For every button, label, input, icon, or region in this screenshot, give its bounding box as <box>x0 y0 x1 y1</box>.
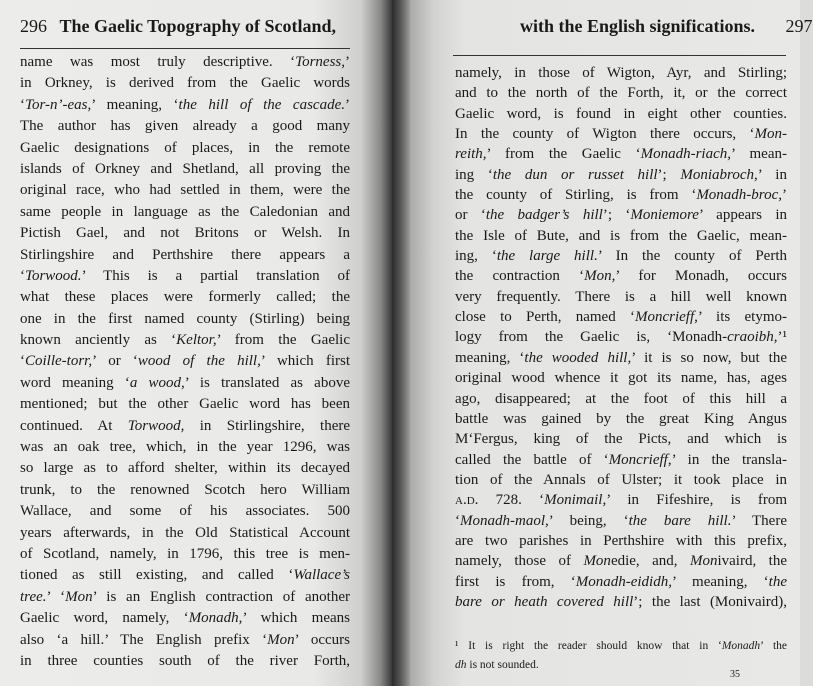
text-line: ‘Coille-torr,’ or ‘wood of the hill,’ which first <box>20 353 351 370</box>
text-line: ‘Torwood.’ This is a partial translation of <box>20 267 350 284</box>
text-line: islands of Orkney and Shetland, all proving the <box>20 160 350 177</box>
text-line: and to the north of the Forth, it, or the correct <box>455 85 787 102</box>
footnote-line: ¹ It is right the reader should know that in ‘Monadh’ the <box>455 640 787 652</box>
text-line: ago, disappeared; at the foot of this hill a <box>455 390 787 407</box>
text-line: name was most truly descriptive. ‘Torness,’ <box>20 54 350 70</box>
signature-mark: 35 <box>730 669 740 680</box>
left-page <box>0 0 392 686</box>
text-line: reith,’ from the Gaelic ‘Monadh-riach,’ mean- <box>455 146 787 163</box>
text-line: a.d. 728. ‘Monimail,’ in Fifeshire, is from <box>455 492 787 509</box>
text-line: ‘Tor-n’-eas,’ meaning, ‘the hill of the cascade.’ <box>20 96 350 113</box>
right-page <box>410 0 813 686</box>
text-line: first is from, ‘Monadh-eididh,’ meaning, ‘the <box>455 573 787 590</box>
text-line: tree.’ ‘Mon’ is an English contraction of another <box>20 588 350 605</box>
left-running-head <box>20 16 336 37</box>
text-line: are two parishes in Perthshire with this prefix, <box>455 532 787 549</box>
text-line: or ‘the badger’s hill’; ‘Moniemore’ appears in <box>455 207 787 224</box>
text-line: so large as to afford shelter, within its decayed <box>20 460 350 477</box>
text-line: known anciently as ‘Keltor,’ from the Gaelic <box>20 332 350 349</box>
text-line: Pictish Gael, and not Britons or Welsh. In <box>20 225 350 242</box>
text-line: bare or heath covered hill’; the last (Monivaird), <box>455 593 788 610</box>
text-line: the county of Stirling, is from ‘Monadh-broc,’ <box>455 187 787 204</box>
text-line: also ‘a hill.’ The English prefix ‘Mon’ occurs <box>20 631 351 648</box>
text-line: trunk, to the renowned Scotch hero William <box>20 481 350 498</box>
text-line: Gaelic designations of places, in the remote <box>20 139 350 156</box>
text-line: what these places were formerly called; the <box>20 289 350 306</box>
text-line: ing, ‘the large hill.’ In the county of Perth <box>455 248 787 265</box>
text-line: the contraction ‘Mon,’ for Monadh, occurs <box>455 268 788 285</box>
text-line: same people in language as the Caledonian and <box>20 203 350 220</box>
text-line: of Scotland, namely, in 1796, this tree is men- <box>20 545 350 562</box>
text-line: very frequently. There is a hill well known <box>455 288 787 305</box>
text-line: battle was gained by the great King Angus <box>455 410 787 427</box>
text-line: original race, who had settled in them, were the <box>20 182 350 199</box>
text-line: in Orkney, is derived from the Gaelic words <box>20 75 350 92</box>
text-line: Gaelic word, is found in eight other counties. <box>455 105 787 122</box>
text-line: close to Perth, named ‘Moncrieff,’ its etymo- <box>455 309 787 326</box>
text-line: was an oak tree, which, in the year 1296, was <box>20 439 350 456</box>
text-line: word meaning ‘a wood,’ is translated as above <box>20 374 350 391</box>
text-line: the Isle of Bute, and is from the Gaelic, mean- <box>455 227 787 244</box>
text-line: one in the first named county (Stirling) being <box>20 310 350 327</box>
page-number: 296 <box>20 16 47 36</box>
text-line: Stirlingshire and Perthshire there appears a <box>20 246 350 263</box>
text-line: mentioned; but the other Gaelic word has been <box>20 396 350 413</box>
text-line: Wallace, and some of his associates. 500 <box>20 503 350 520</box>
text-line: namely, in those of Wigton, Ayr, and Stirling; <box>455 65 787 81</box>
text-line: ing ‘the dun or russet hill’; Moniabroch,’ in <box>455 166 787 183</box>
text-line: Gaelic word, namely, ‘Monadh,’ which means <box>20 610 350 627</box>
running-head-title: with the English significations. <box>520 16 756 36</box>
page-number: 297 <box>785 16 813 36</box>
text-line: tioned as still existing, and called ‘Wallace’s <box>20 567 350 584</box>
head-rule <box>20 48 350 49</box>
text-line: M‘Fergus, king of the Picts, and which is <box>455 431 787 448</box>
footnote-line: dh is not sounded. <box>455 659 539 671</box>
text-line: In the county of Wigton there occurs, ‘Mon- <box>455 126 787 143</box>
right-running-head <box>520 16 813 37</box>
text-line: tion of the Annals of Ulster; it took place in <box>455 471 787 488</box>
text-line: The author has given already a good many <box>20 118 350 135</box>
text-line: called the battle of ‘Moncrieff,’ in the transla- <box>455 451 787 468</box>
left-body-text <box>20 52 350 672</box>
text-line: years afterwards, in the Old Statistical Account <box>20 524 350 541</box>
book-gutter <box>392 0 410 686</box>
text-line: in three counties south of the river Forth, <box>20 652 350 669</box>
running-head-title: The Gaelic Topography of Scotland, <box>59 16 337 36</box>
text-line: namely, those of Monedie, and, Monivaird, the <box>455 553 787 570</box>
head-rule <box>453 55 786 56</box>
right-body-text <box>455 63 787 612</box>
text-line: original wood whence it got its name, has, ages <box>455 370 787 387</box>
text-line: continued. At Torwood, in Stirlingshire, there <box>20 417 350 434</box>
text-line: meaning, ‘the wooded hill,’ it is so now, but the <box>455 349 787 366</box>
text-line: logy from the Gaelic is, ‘Monadh-craoibh,’¹ <box>455 329 787 346</box>
text-line: ‘Monadh-maol,’ being, ‘the bare hill.’ There <box>455 512 787 529</box>
